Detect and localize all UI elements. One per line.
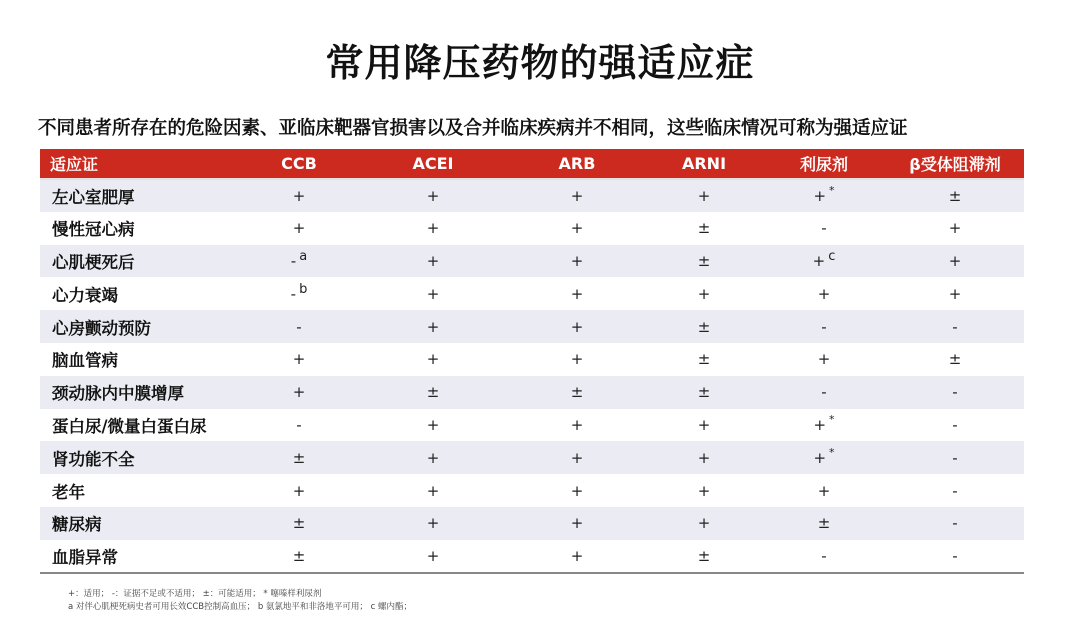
table-header-row <box>40 149 1024 179</box>
footnote-legend: +：适用； -：证据不足或不适用； ±：可能适用； * 噻嗪样利尿剂 <box>68 589 322 599</box>
cell-value: + <box>813 186 827 205</box>
header-acei: ACEI <box>358 149 508 179</box>
cell-value: - <box>821 317 827 336</box>
table-row <box>40 474 1024 507</box>
cell-value: - <box>952 415 958 434</box>
table-cell <box>240 343 358 376</box>
cell-value: + <box>697 284 711 303</box>
table-cell <box>646 441 762 474</box>
row-label: 脑血管病 <box>40 343 240 376</box>
cell-value: + <box>570 546 584 565</box>
table-row <box>40 343 1024 376</box>
table-row <box>40 540 1024 573</box>
page-title: 常用降压药物的强适应症 <box>325 41 755 85</box>
table-cell <box>358 474 508 507</box>
cell-value: - <box>952 448 958 467</box>
table-row <box>40 441 1024 474</box>
cell-value: + <box>813 415 827 434</box>
table-cell <box>762 212 886 245</box>
table-cell <box>508 540 646 573</box>
cell-value: - <box>952 546 958 565</box>
table-cell <box>762 409 886 442</box>
cell-value: + <box>817 481 831 500</box>
indications-table <box>40 149 1024 574</box>
header-ccb: CCB <box>240 149 358 179</box>
table-cell <box>762 245 886 278</box>
table-cell <box>646 212 762 245</box>
cell-value: - <box>290 284 297 303</box>
table-cell <box>886 179 1024 212</box>
row-label: 慢性冠心病 <box>40 212 240 245</box>
cell-value: + <box>570 448 584 467</box>
cell-value: + <box>697 448 711 467</box>
cell-value: + <box>426 186 440 205</box>
table-row <box>40 409 1024 442</box>
cell-value: + <box>292 350 306 369</box>
header-indication: 适应证 <box>40 149 240 179</box>
header-arni: ARNI <box>646 149 762 179</box>
cell-value: + <box>697 186 711 205</box>
table-cell <box>240 179 358 212</box>
table-cell <box>358 409 508 442</box>
table-cell <box>358 212 508 245</box>
row-label: 心力衰竭 <box>40 277 240 310</box>
table-cell <box>508 179 646 212</box>
cell-value: + <box>570 219 584 238</box>
table-cell <box>646 409 762 442</box>
footnotes <box>68 588 412 614</box>
table-cell <box>508 441 646 474</box>
cell-value: + <box>697 415 711 434</box>
cell-value: ± <box>697 317 711 336</box>
cell-value: + <box>570 514 584 533</box>
cell-value: ± <box>817 514 831 533</box>
table-cell <box>886 474 1024 507</box>
subtitle: 不同患者所存在的危险因素、亚临床靶器官损害以及合并临床疾病并不相同，这些临床情况可称为强适应证 <box>38 118 908 139</box>
table-cell <box>646 343 762 376</box>
table-row <box>40 179 1024 212</box>
table-cell <box>240 540 358 573</box>
table-cell <box>762 310 886 343</box>
cell-value: + <box>812 251 826 270</box>
table-cell <box>240 441 358 474</box>
table-cell <box>646 179 762 212</box>
table-cell <box>508 474 646 507</box>
cell-value: - <box>952 514 958 533</box>
cell-value: + <box>426 317 440 336</box>
table-cell <box>646 376 762 409</box>
cell-value: + <box>817 350 831 369</box>
cell-value: + <box>426 350 440 369</box>
table-cell <box>358 245 508 278</box>
row-label: 颈动脉内中膜增厚 <box>40 376 240 409</box>
cell-value: + <box>948 251 962 270</box>
table-cell <box>240 507 358 540</box>
table-cell <box>358 540 508 573</box>
table-cell <box>508 212 646 245</box>
table-cell <box>240 409 358 442</box>
cell-value: + <box>292 481 306 500</box>
cell-value: + <box>570 251 584 270</box>
cell-value: + <box>697 481 711 500</box>
row-label: 左心室肥厚 <box>40 179 240 212</box>
cell-value: ± <box>426 383 440 402</box>
cell-value: + <box>292 219 306 238</box>
header-diuretic: 利尿剂 <box>762 149 886 179</box>
table-cell <box>762 540 886 573</box>
cell-value: - <box>296 317 302 336</box>
cell-value: + <box>570 317 584 336</box>
table-cell <box>358 277 508 310</box>
table-cell <box>886 277 1024 310</box>
cell-value: - <box>952 317 958 336</box>
cell-footnote-mark: b <box>299 281 308 297</box>
cell-footnote-mark: * <box>829 445 835 459</box>
table-cell <box>762 474 886 507</box>
cell-value: + <box>570 415 584 434</box>
cell-value: - <box>290 251 297 270</box>
cell-value: ± <box>570 383 584 402</box>
table-row <box>40 245 1024 278</box>
table-row <box>40 310 1024 343</box>
table-cell <box>508 245 646 278</box>
table-cell <box>358 376 508 409</box>
cell-value: + <box>817 284 831 303</box>
cell-value: + <box>426 415 440 434</box>
cell-value: - <box>821 383 827 402</box>
cell-value: - <box>296 415 302 434</box>
cell-value: + <box>426 284 440 303</box>
table-body <box>40 179 1024 573</box>
cell-value: + <box>570 186 584 205</box>
row-label: 血脂异常 <box>40 540 240 573</box>
cell-value: ± <box>697 546 711 565</box>
table-cell <box>240 212 358 245</box>
row-label: 糖尿病 <box>40 507 240 540</box>
cell-value: + <box>948 284 962 303</box>
table-cell <box>886 343 1024 376</box>
table-cell <box>508 409 646 442</box>
cell-value: ± <box>948 186 962 205</box>
cell-value: + <box>570 350 584 369</box>
table-row <box>40 376 1024 409</box>
cell-value: ± <box>697 219 711 238</box>
cell-value: ± <box>697 350 711 369</box>
cell-value: ± <box>697 251 711 270</box>
row-label: 蛋白尿/微量白蛋白尿 <box>40 409 240 442</box>
table-cell <box>358 507 508 540</box>
table-cell <box>762 441 886 474</box>
cell-footnote-mark: c <box>828 248 836 264</box>
cell-value: + <box>426 448 440 467</box>
table-row <box>40 507 1024 540</box>
table-cell <box>508 376 646 409</box>
cell-value: ± <box>292 546 306 565</box>
table-cell <box>646 245 762 278</box>
table-cell <box>886 540 1024 573</box>
table-cell <box>886 310 1024 343</box>
cell-value: ± <box>292 448 306 467</box>
cell-value: ± <box>292 514 306 533</box>
table-cell <box>508 507 646 540</box>
table-cell <box>240 277 358 310</box>
table-cell <box>762 376 886 409</box>
table-row <box>40 212 1024 245</box>
cell-footnote-mark: * <box>829 183 835 197</box>
cell-value: + <box>292 383 306 402</box>
table-cell <box>646 474 762 507</box>
table-cell <box>240 474 358 507</box>
cell-value: + <box>426 514 440 533</box>
row-label: 心房颤动预防 <box>40 310 240 343</box>
table-cell <box>886 507 1024 540</box>
table-cell <box>240 376 358 409</box>
table-cell <box>508 343 646 376</box>
table-cell <box>358 343 508 376</box>
cell-value: + <box>426 481 440 500</box>
header-beta-blocker: β受体阻滞剂 <box>886 149 1024 179</box>
table-cell <box>240 310 358 343</box>
cell-value: - <box>821 219 827 238</box>
table-cell <box>646 310 762 343</box>
cell-value: + <box>426 546 440 565</box>
cell-value: - <box>821 546 827 565</box>
table-cell <box>358 179 508 212</box>
table-cell <box>508 277 646 310</box>
cell-value: + <box>813 448 827 467</box>
table-cell <box>646 277 762 310</box>
header-arb: ARB <box>508 149 646 179</box>
footnote-details: a 对伴心肌梗死病史者可用长效CCB控制高血压； b 氨氯地平和非洛地平可用； c 螺内酯； <box>68 602 412 612</box>
cell-footnote-mark: a <box>299 248 308 264</box>
cell-value: + <box>948 219 962 238</box>
cell-value: + <box>292 186 306 205</box>
table-cell <box>762 507 886 540</box>
table-cell <box>646 540 762 573</box>
cell-footnote-mark: * <box>829 412 835 426</box>
table-cell <box>358 310 508 343</box>
table-cell <box>762 343 886 376</box>
cell-value: - <box>952 481 958 500</box>
table-cell <box>886 212 1024 245</box>
cell-value: ± <box>948 350 962 369</box>
table-cell <box>762 277 886 310</box>
cell-value: + <box>426 219 440 238</box>
table-cell <box>886 245 1024 278</box>
cell-value: - <box>952 383 958 402</box>
cell-value: + <box>570 481 584 500</box>
table-cell <box>886 376 1024 409</box>
table-cell <box>886 409 1024 442</box>
table-cell <box>358 441 508 474</box>
cell-value: ± <box>697 383 711 402</box>
cell-value: + <box>570 284 584 303</box>
table-cell <box>646 507 762 540</box>
table-cell <box>762 179 886 212</box>
row-label: 老年 <box>40 474 240 507</box>
table-row <box>40 277 1024 310</box>
table-cell <box>240 245 358 278</box>
row-label: 肾功能不全 <box>40 441 240 474</box>
cell-value: + <box>426 251 440 270</box>
table-cell <box>886 441 1024 474</box>
row-label: 心肌梗死后 <box>40 245 240 278</box>
cell-value: + <box>697 514 711 533</box>
table-cell <box>508 310 646 343</box>
